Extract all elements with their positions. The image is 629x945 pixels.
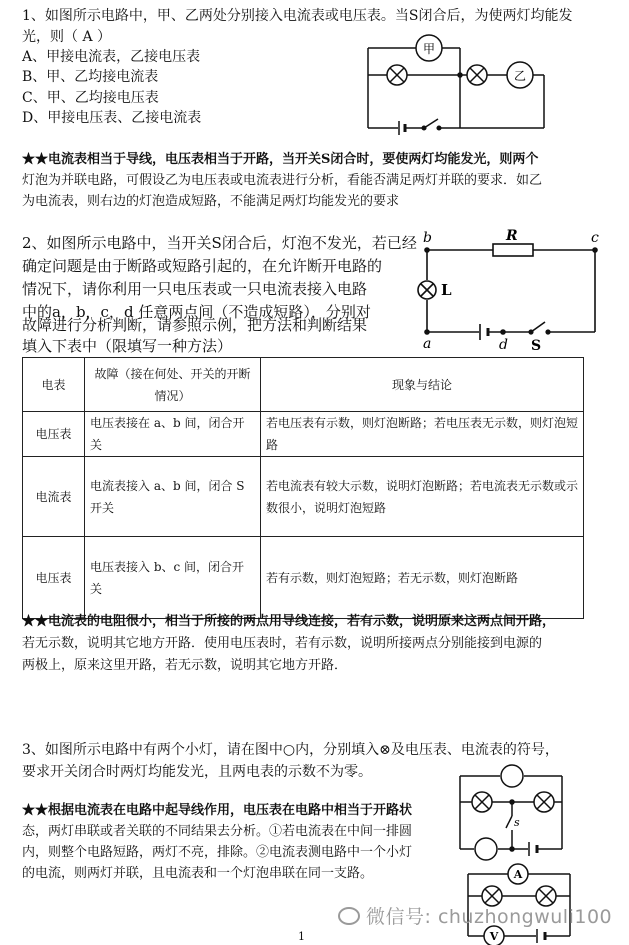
q1-analysis-line-3: 为电流表，则右边的灯泡造成短路，不能满足两灯均能发光的要求 [22,194,400,209]
q1-option-c: C、甲、乙均接电压表 [22,90,159,106]
q1-analysis-line-2: 灯泡为并联电路，可假设乙为电压表或电流表进行分析，看能否满足两灯并联的要求．如乙 [22,173,543,188]
q2-switch-label: S [531,338,542,354]
q2-analysis-line-3: 两极上，原来这里开路，若无示数，说明其它地方开路． [22,658,348,673]
table-cell-fault: 电压表接在 a、b 间，闭合开关 [85,412,261,457]
table-cell-meter: 电压表 [23,412,85,457]
table-cell-result: 若有示数，则灯泡短路；若无示数，则灯泡断路 [261,537,584,619]
q3-analysis-line-1: ★★根据电流表在电路中起导线作用，电压表在电路中相当于开路状 [22,803,413,818]
q2-answer-table [22,357,584,619]
q3-analysis-line-2: 态，两灯串联或者关联的不同结果去分析。①若电流表在中间一排圆 [22,824,413,839]
q3-analysis-line-4: 的电流，则两灯并联，且电流表和一个灯泡串联在同一支路。 [22,866,374,881]
q3-ammeter-label: A [513,868,523,881]
q2-resistor-r [493,244,533,256]
q3-blank-circle-top [501,765,523,787]
q1-option-a: A、甲接电流表，乙接电压表 [22,49,201,65]
table-header-fault: 故障（接在何处、开关的开断情况） [85,358,261,412]
table-header-meter: 电表 [23,358,85,412]
wechat-watermark [338,902,612,929]
table-cell-result: 若电压表有示数，则灯泡断路；若电压表无示数，则灯泡短路 [261,412,584,457]
q2-stem-line-3: 情况下，请你利用一只电压表或一只电流表接入电路 [22,280,368,298]
q2-stem-line-5: 故障进行分析判断，请参照示例，把方法和判断结果 [22,316,368,334]
q1-meter-yi-label: 乙 [513,69,527,83]
table-cell-meter: 电流表 [23,457,85,537]
page-number: 1 [298,930,305,943]
q2-analysis-line-1: ★★电流表的电阻很小，相当于所接的两点用导线连接，若有示数，说明原来这两点间开路， [22,614,556,629]
q1-circuit-diagram [362,28,552,138]
table-row [23,412,584,457]
table-cell-result: 若电流表有较大示数，说明灯泡断路；若电流表无示数或示数很小，说明灯泡短路 [261,457,584,537]
table-cell-fault: 电压表接入 b、c 间，闭合开关 [85,537,261,619]
q2-point-c: c [591,230,599,246]
table-row [23,537,584,619]
q2-stem-line-1: 2、如图所示电路中，当开关S闭合后，灯泡不发光，若已经 [22,234,417,252]
q1-option-d: D、甲接电压表、乙接电流表 [22,110,202,126]
watermark-text: 微信号: chuzhongwuli100 [366,906,613,928]
q1-stem-line-2: 光，则（ A ） [22,29,112,45]
table-header-row [23,358,584,412]
q2-resistor-label: R [506,228,518,244]
q2-point-b: b [423,230,432,246]
q3-circuit-diagram [448,764,608,864]
q3-blank-circle-bottom [475,838,497,860]
q3-switch-label: s [514,816,520,829]
wechat-icon [338,907,360,925]
table-cell-fault: 电流表接入 a、b 间，闭合 S 开关 [85,457,261,537]
q2-stem-line-4: 中的a，b，c，d 任意两点间（不造成短路），分别对 [22,303,371,321]
q2-stem-line-2: 确定问题是由于断路或短路引起的，在允许断开电路的 [22,257,383,275]
q3-stem-line-2: 要求开关闭合时两灯均能发光，且两电表的示数不为零。 [22,764,372,780]
q3-stem-line-1: 3、如图所示电路中有两个小灯，请在图中○内，分别填入⊗及电压表、电流表的符号， [22,742,559,758]
table-row [23,457,584,537]
q2-point-d: d [499,337,508,353]
q1-option-b: B、甲、乙均接电流表 [22,69,159,85]
q3-voltmeter-label: V [489,930,499,943]
q2-lamp-label: L [441,281,452,299]
q1-meter-jia-label: 甲 [422,42,436,56]
q2-point-a: a [423,336,432,352]
q1-analysis-line-1: ★★电流表相当于导线，电压表相当于开路，当开关S闭合时，要使两灯均能发光，则两个 [22,152,539,167]
q2-circuit-diagram [413,228,613,353]
q2-stem-line-6: 填入下表中（限填写一种方法） [22,337,233,355]
table-header-result: 现象与结论 [261,358,584,412]
table-cell-meter: 电压表 [23,537,85,619]
q1-stem-line-1: 1、如图所示电路中，甲、乙两处分别接入电流表或电压表。当S闭合后，为使两灯均能发 [22,8,573,24]
q3-analysis-line-3: 内，则整个电路短路，两灯不亮，排除。②电流表测电路中一个小灯 [22,845,413,860]
q2-analysis-line-2: 若无示数，说明其它地方开路．使用电压表时，若有示数，说明所接两点分别能接到电源的 [22,636,543,651]
